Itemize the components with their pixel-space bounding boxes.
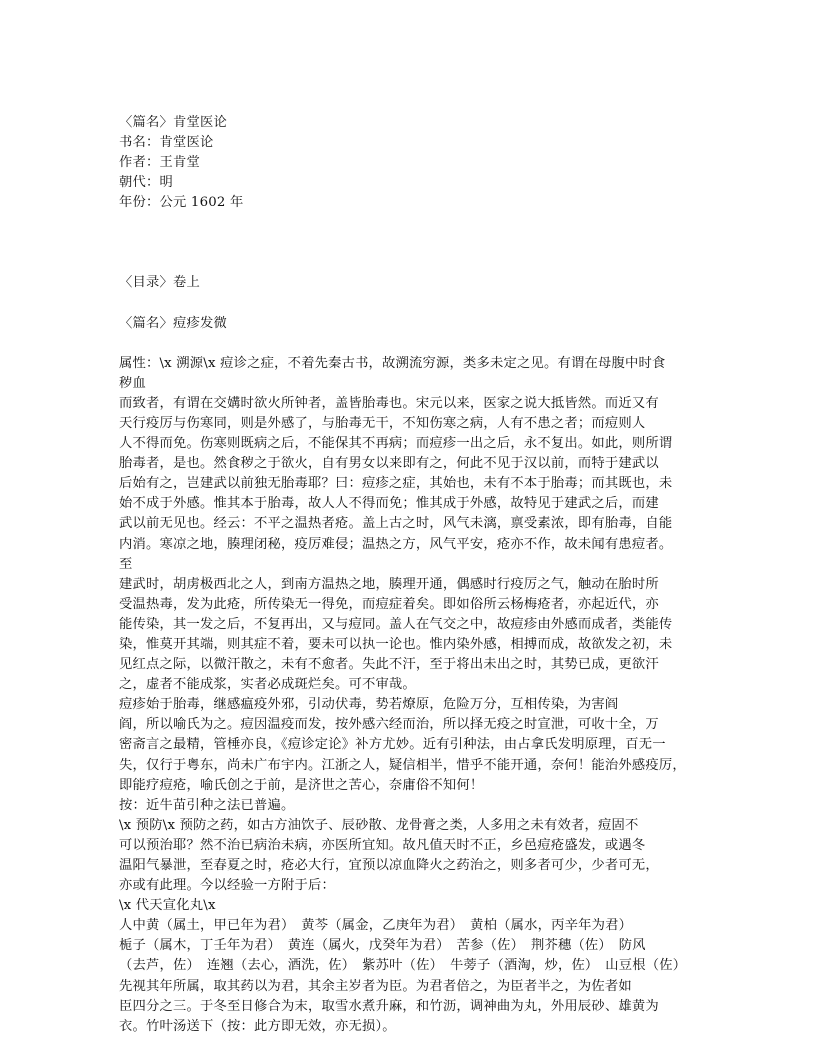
body-line: 属性：\x 溯源\x 痘诊之症，不着先秦古书，故溯流穷源，类多未定之见。有谓在母腹中时食 [119, 355, 666, 371]
body-line: \x 代天宣化丸\x [119, 898, 216, 914]
body-line: 建武时，胡虏极西北之人，到南方温热之地，腠理开通，偶感时行疫厉之气，触动在胎时所 [119, 576, 659, 592]
body-line: 即能疗痘疮，喻氏创之于前，是济世之苦心，奈庸俗不知何！ [119, 777, 484, 793]
body-line: 至 [119, 556, 133, 572]
body-line: 之，虚者不能成浆，实者必成斑烂矣。可不审哉。 [119, 677, 416, 693]
body-line: 阎，所以喻氏为之。痘因温疫而发，按外感六经而治，所以择无疫之时宣泄，可收十全，万 [119, 717, 659, 733]
header-line: 书名：肯堂医论 [119, 135, 214, 151]
toc-line: 〈目录〉卷上 [119, 275, 200, 291]
body-line: 天行疫厉与伤寒同，则是外感了，与胎毒无干，不知伤寒之病，人有不患之者；而痘则人 [119, 415, 646, 431]
body-line: 能传染，其一发之后，不复再出，又与痘同。盖人在气交之中，故痘疹由外感而成者，类能传 [119, 616, 673, 632]
section-title: 〈篇名〉痘疹发微 [119, 315, 227, 331]
body-line: 受温热毒，发为此疮，所传染无一得免，而痘症着矣。即如俗所云杨梅疮者，亦起近代，亦 [119, 596, 659, 612]
header-line: 〈篇名〉肯堂医论 [119, 115, 227, 130]
body-line: 内消。寒凉之地，腠理闭秘，疫厉难侵；温热之方，风气平安，疮亦不作，故未闻有患痘者。 [119, 536, 673, 552]
body-line: 按：近牛苗引种之法已普遍。 [119, 797, 295, 813]
body-line: 武以前无见也。经云：不平之温热者疮。盖上古之时，风气未漓，禀受素浓，即有胎毒，自能 [119, 516, 673, 532]
body-line: \x 预防\x 预防之药，如古方油饮子、辰砂散、龙骨膏之类，人多用之未有效者，痘固不 [119, 817, 639, 833]
body-line: 栀子（属木，丁壬年为君） 黄连（属火，戊癸年为君） 苦参（佐） 荆芥穗（佐） 防风 [119, 938, 646, 954]
body-line: （去芦，佐） 连翘（去心，酒洗，佐） 紫苏叶（佐） 牛蒡子（酒淘，炒，佐） 山豆根（佐） [119, 958, 687, 974]
header-line: 年份：公元 1602 年 [119, 195, 244, 211]
body-line: 见红点之际，以微汗散之，未有不愈者。失此不汗，至于将出未出之时，其势已成，更欲汗 [119, 657, 659, 673]
body-line: 后始有之，岂建武以前独无胎毒耶？曰：痘疹之症，其始也，未有不本于胎毒；而其既也，未 [119, 476, 673, 492]
body-line: 温阳气暴泄，至春夏之时，疮必大行，宜预以凉血降火之药治之，则多者可少，少者可无， [119, 858, 659, 873]
body-text [119, 354, 709, 1037]
body-line: 可以预治耶？然不治已病治未病，亦医所宜知。故凡值天时不正，乡邑痘疮盛发，或遇冬 [119, 837, 646, 853]
header-line: 作者：王肯堂 [119, 155, 200, 171]
body-line: 先视其年所属，取其药以为君，其余主岁者为臣。为君者倍之，为臣者半之，为佐者如 [119, 978, 632, 994]
body-line: 亦或有此理。今以经验一方附于后： [119, 878, 335, 894]
body-line: 臣四分之三。于冬至日修合为末，取雪水煮升麻，和竹沥，调神曲为丸，外用辰砂、雄黄为 [119, 998, 659, 1014]
body-line: 胎毒者，是也。然食秽之于欲火，自有男女以来即有之，何此不见于汉以前，而特于建武以 [119, 456, 659, 472]
body-line: 人不得而免。伤寒则既病之后，不能保其不再病；而痘疹一出之后，永不复出。如此，则所谓 [119, 436, 673, 452]
body-line: 衣。竹叶汤送下（按：此方即无效，亦无损）。 [119, 1018, 396, 1034]
body-line: 失，仅行于粤东，尚未广布宇内。江浙之人，疑信相半，惜乎不能开通，奈何！能治外感疫厉， [119, 757, 686, 773]
body-line: 始不成于外感。惟其本于胎毒，故人人不得而免；惟其成于外感，故特见于建武之后，而建 [119, 496, 659, 512]
body-line: 人中黄（属土，甲已年为君） 黄芩（属金，乙庚年为君） 黄柏（属水，丙辛年为君） [119, 918, 633, 934]
body-line: 而致者，有谓在交媾时欲火所钟者，盖皆胎毒也。宋元以来，医家之说大抵皆然。而近又有 [119, 395, 659, 411]
header-block [119, 113, 709, 213]
body-line: 秽血 [119, 375, 146, 391]
body-line: 染，惟莫开其端，则其症不着，要未可以执一论也。惟内染外感，相搏而成，故欲发之初，未 [119, 636, 673, 652]
body-line: 密斋言之最精，管棰亦良，《痘诊定论》补方尤妙。近有引种法，由占拿氏发明原理，百无一 [119, 737, 666, 753]
document-page [119, 113, 709, 1037]
header-line: 朝代：明 [119, 175, 173, 191]
body-line: 痘疹始于胎毒，继感瘟疫外邪，引动伏毒，势若燎原，危险万分，互相传染，为害阎 [119, 697, 619, 713]
